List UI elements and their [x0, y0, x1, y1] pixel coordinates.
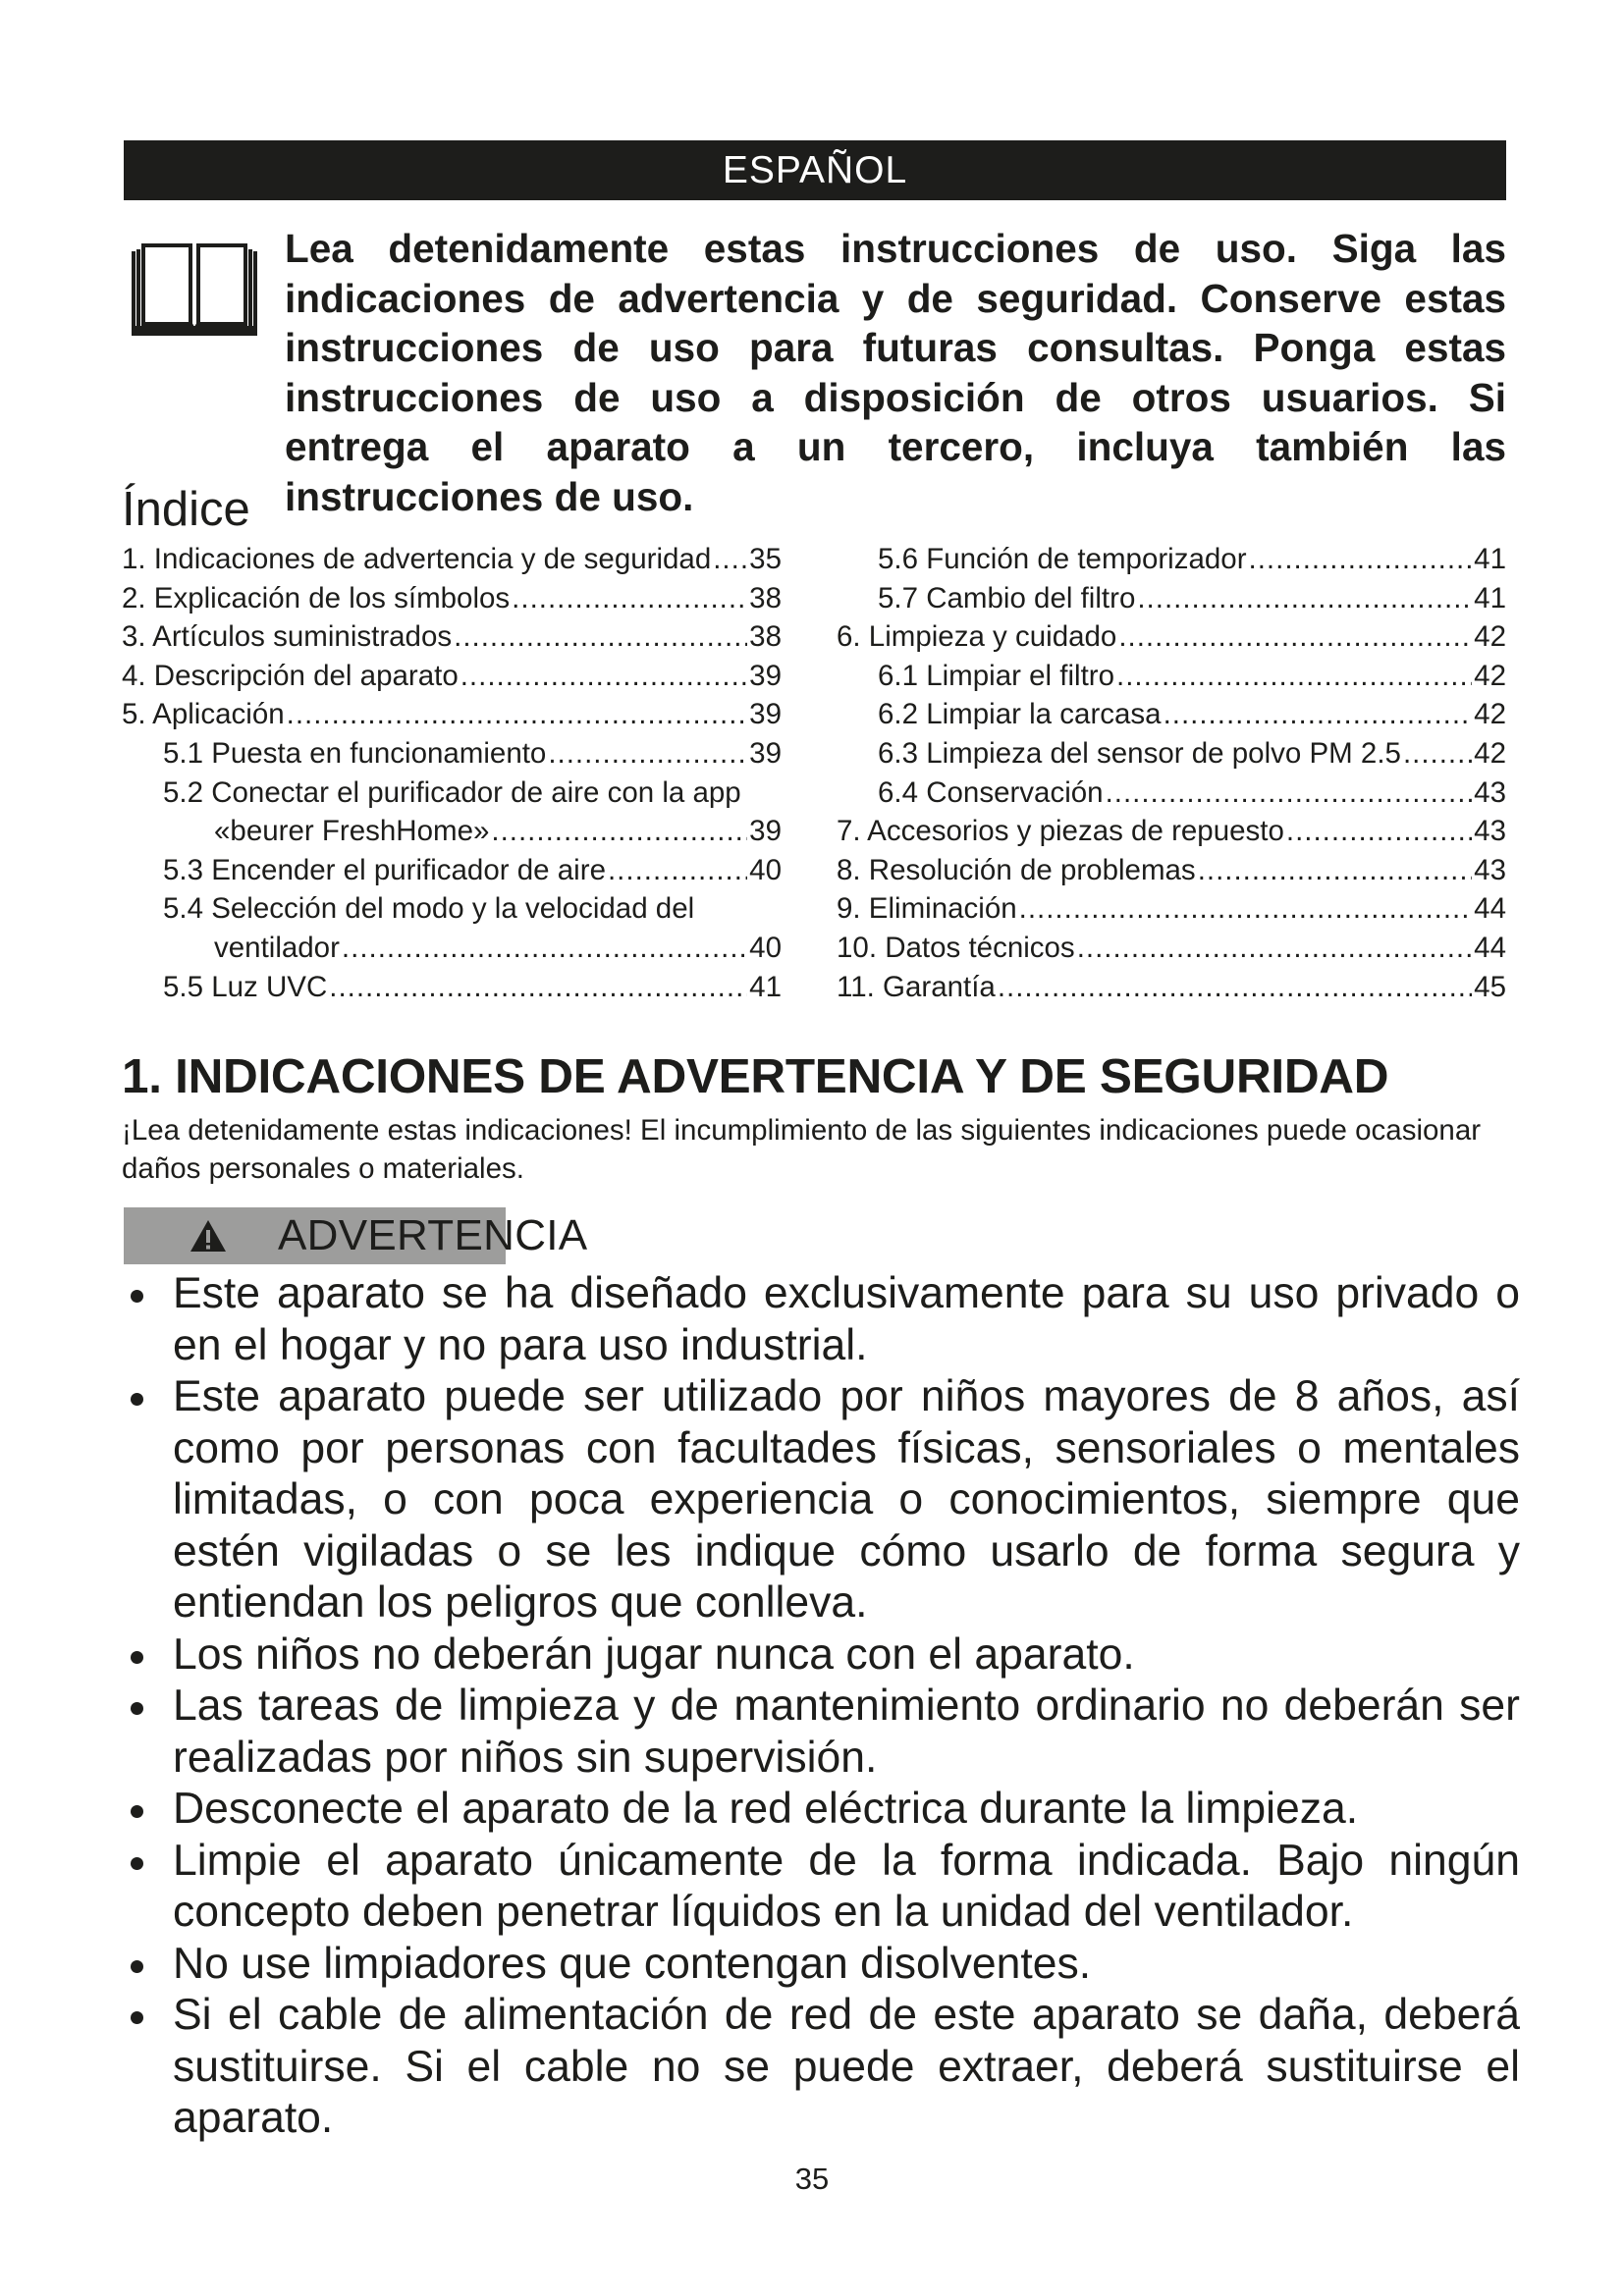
toc-entry-continuation[interactable]: ventilador ..... 40 — [122, 929, 782, 968]
list-item: Las tareas de limpieza y de mantenimiento ordinario no deberán ser realizadas por niños sin supervisión. — [122, 1681, 1520, 1784]
list-item: Este aparato puede ser utilizado por niños mayores de 8 años, así como por personas con facultades físicas, sensoriales o mentales limitadas, o con poca experiencia o conocimientos, siempre que estén vigiladas o se les indique cómo usarlo de forma segura y entiendan los peligros que conlleva. — [122, 1371, 1520, 1629]
list-item: Desconecte el aparato de la red eléctrica durante la limpieza. — [122, 1784, 1520, 1836]
language-header: ESPAÑOL — [124, 140, 1506, 200]
toc-entry[interactable]: 5.5 Luz UVC ..... 41 — [122, 968, 782, 1007]
toc-entry[interactable]: 6.4 Conservación ..... 43 — [837, 774, 1506, 813]
toc-right-column — [837, 540, 1506, 1006]
page-number: 35 — [794, 2162, 830, 2196]
toc-entry[interactable]: 10. Datos técnicos ..... 44 — [837, 929, 1506, 968]
toc-entry[interactable]: 5. Aplicación ..... 39 — [122, 695, 782, 734]
toc-entry[interactable]: 6.2 Limpiar la carcasa ..... 42 — [837, 695, 1506, 734]
section-title: 1. INDICACIONES DE ADVERTENCIA Y DE SEGURIDAD — [122, 1049, 1389, 1103]
toc-entry[interactable]: 8. Resolución de problemas ..... 43 — [837, 851, 1506, 890]
list-item: Si el cable de alimentación de red de este aparato se daña, deberá sustituirse. Si el cable no se puede extraer, deberá sustituirse el aparato. — [122, 1990, 1520, 2145]
open-book-icon — [131, 236, 258, 338]
toc-entry[interactable]: 5.3 Encender el purificador de aire ..... 40 — [122, 851, 782, 890]
section-intro: ¡Lea detenidamente estas indicaciones! El incumplimiento de las siguientes indicaciones puede ocasionar daños personales o materiales. — [122, 1114, 1482, 1185]
toc-entry-continuation[interactable]: «beurer FreshHome» ..... 39 — [122, 812, 782, 851]
toc-entry[interactable]: 5.6 Función de temporizador ..... 41 — [837, 540, 1506, 579]
toc-entry[interactable]: 6.3 Limpieza del sensor de polvo PM 2.5 ..... 42 — [837, 734, 1506, 774]
toc-entry[interactable]: 6.1 Limpiar el filtro ..... 42 — [837, 657, 1506, 696]
toc-entry[interactable]: 11. Garantía ..... 45 — [837, 968, 1506, 1007]
toc-entry[interactable]: 7. Accesorios y piezas de repuesto ..... 43 — [837, 812, 1506, 851]
toc-entry[interactable]: 5.2 Conectar el purificador de aire con la app — [163, 775, 741, 809]
toc-entry[interactable]: 6. Limpieza y cuidado ..... 42 — [837, 617, 1506, 657]
safety-bullet-list — [122, 1268, 1520, 2145]
list-item: Este aparato se ha diseñado exclusivamente para su uso privado o en el hogar y no para uso industrial. — [122, 1268, 1520, 1371]
toc-entry[interactable]: 5.1 Puesta en funcionamiento ..... 39 — [122, 734, 782, 774]
toc-entry[interactable]: 4. Descripción del aparato ..... 39 — [122, 657, 782, 696]
toc-entry[interactable]: 5.4 Selección del modo y la velocidad del — [163, 892, 695, 926]
toc-title: Índice — [122, 483, 250, 536]
list-item: Los niños no deberán jugar nunca con el aparato. — [122, 1629, 1520, 1682]
intro-notice: Lea detenidamente estas instrucciones de uso. Siga las indicaciones de advertencia y de seguridad. Conserve estas instrucciones de uso para futuras consultas. Ponga estas instrucciones de uso a disposición de otros usuarios. Si entrega el aparato a un tercero, incluya también las instrucciones de uso. — [285, 226, 1506, 519]
toc-entry[interactable]: 5.7 Cambio del filtro ..... 41 — [837, 579, 1506, 618]
toc-left-column — [122, 540, 782, 1006]
list-item: No use limpiadores que contengan disolventes. — [122, 1939, 1520, 1991]
warning-triangle-icon — [189, 1218, 228, 1254]
warning-label: ADVERTENCIA — [278, 1211, 588, 1259]
toc-entry[interactable]: 3. Artículos suministrados ..... 38 — [122, 617, 782, 657]
list-item: Limpie el aparato únicamente de la forma indicada. Bajo ningún concepto deben penetrar líquidos en la unidad del ventilador. — [122, 1836, 1520, 1939]
toc-entry[interactable]: 9. Eliminación ..... 44 — [837, 889, 1506, 929]
toc-entry[interactable]: 2. Explicación de los símbolos ..... 38 — [122, 579, 782, 618]
toc-entry[interactable]: 1. Indicaciones de advertencia y de seguridad ..... 35 — [122, 540, 782, 579]
